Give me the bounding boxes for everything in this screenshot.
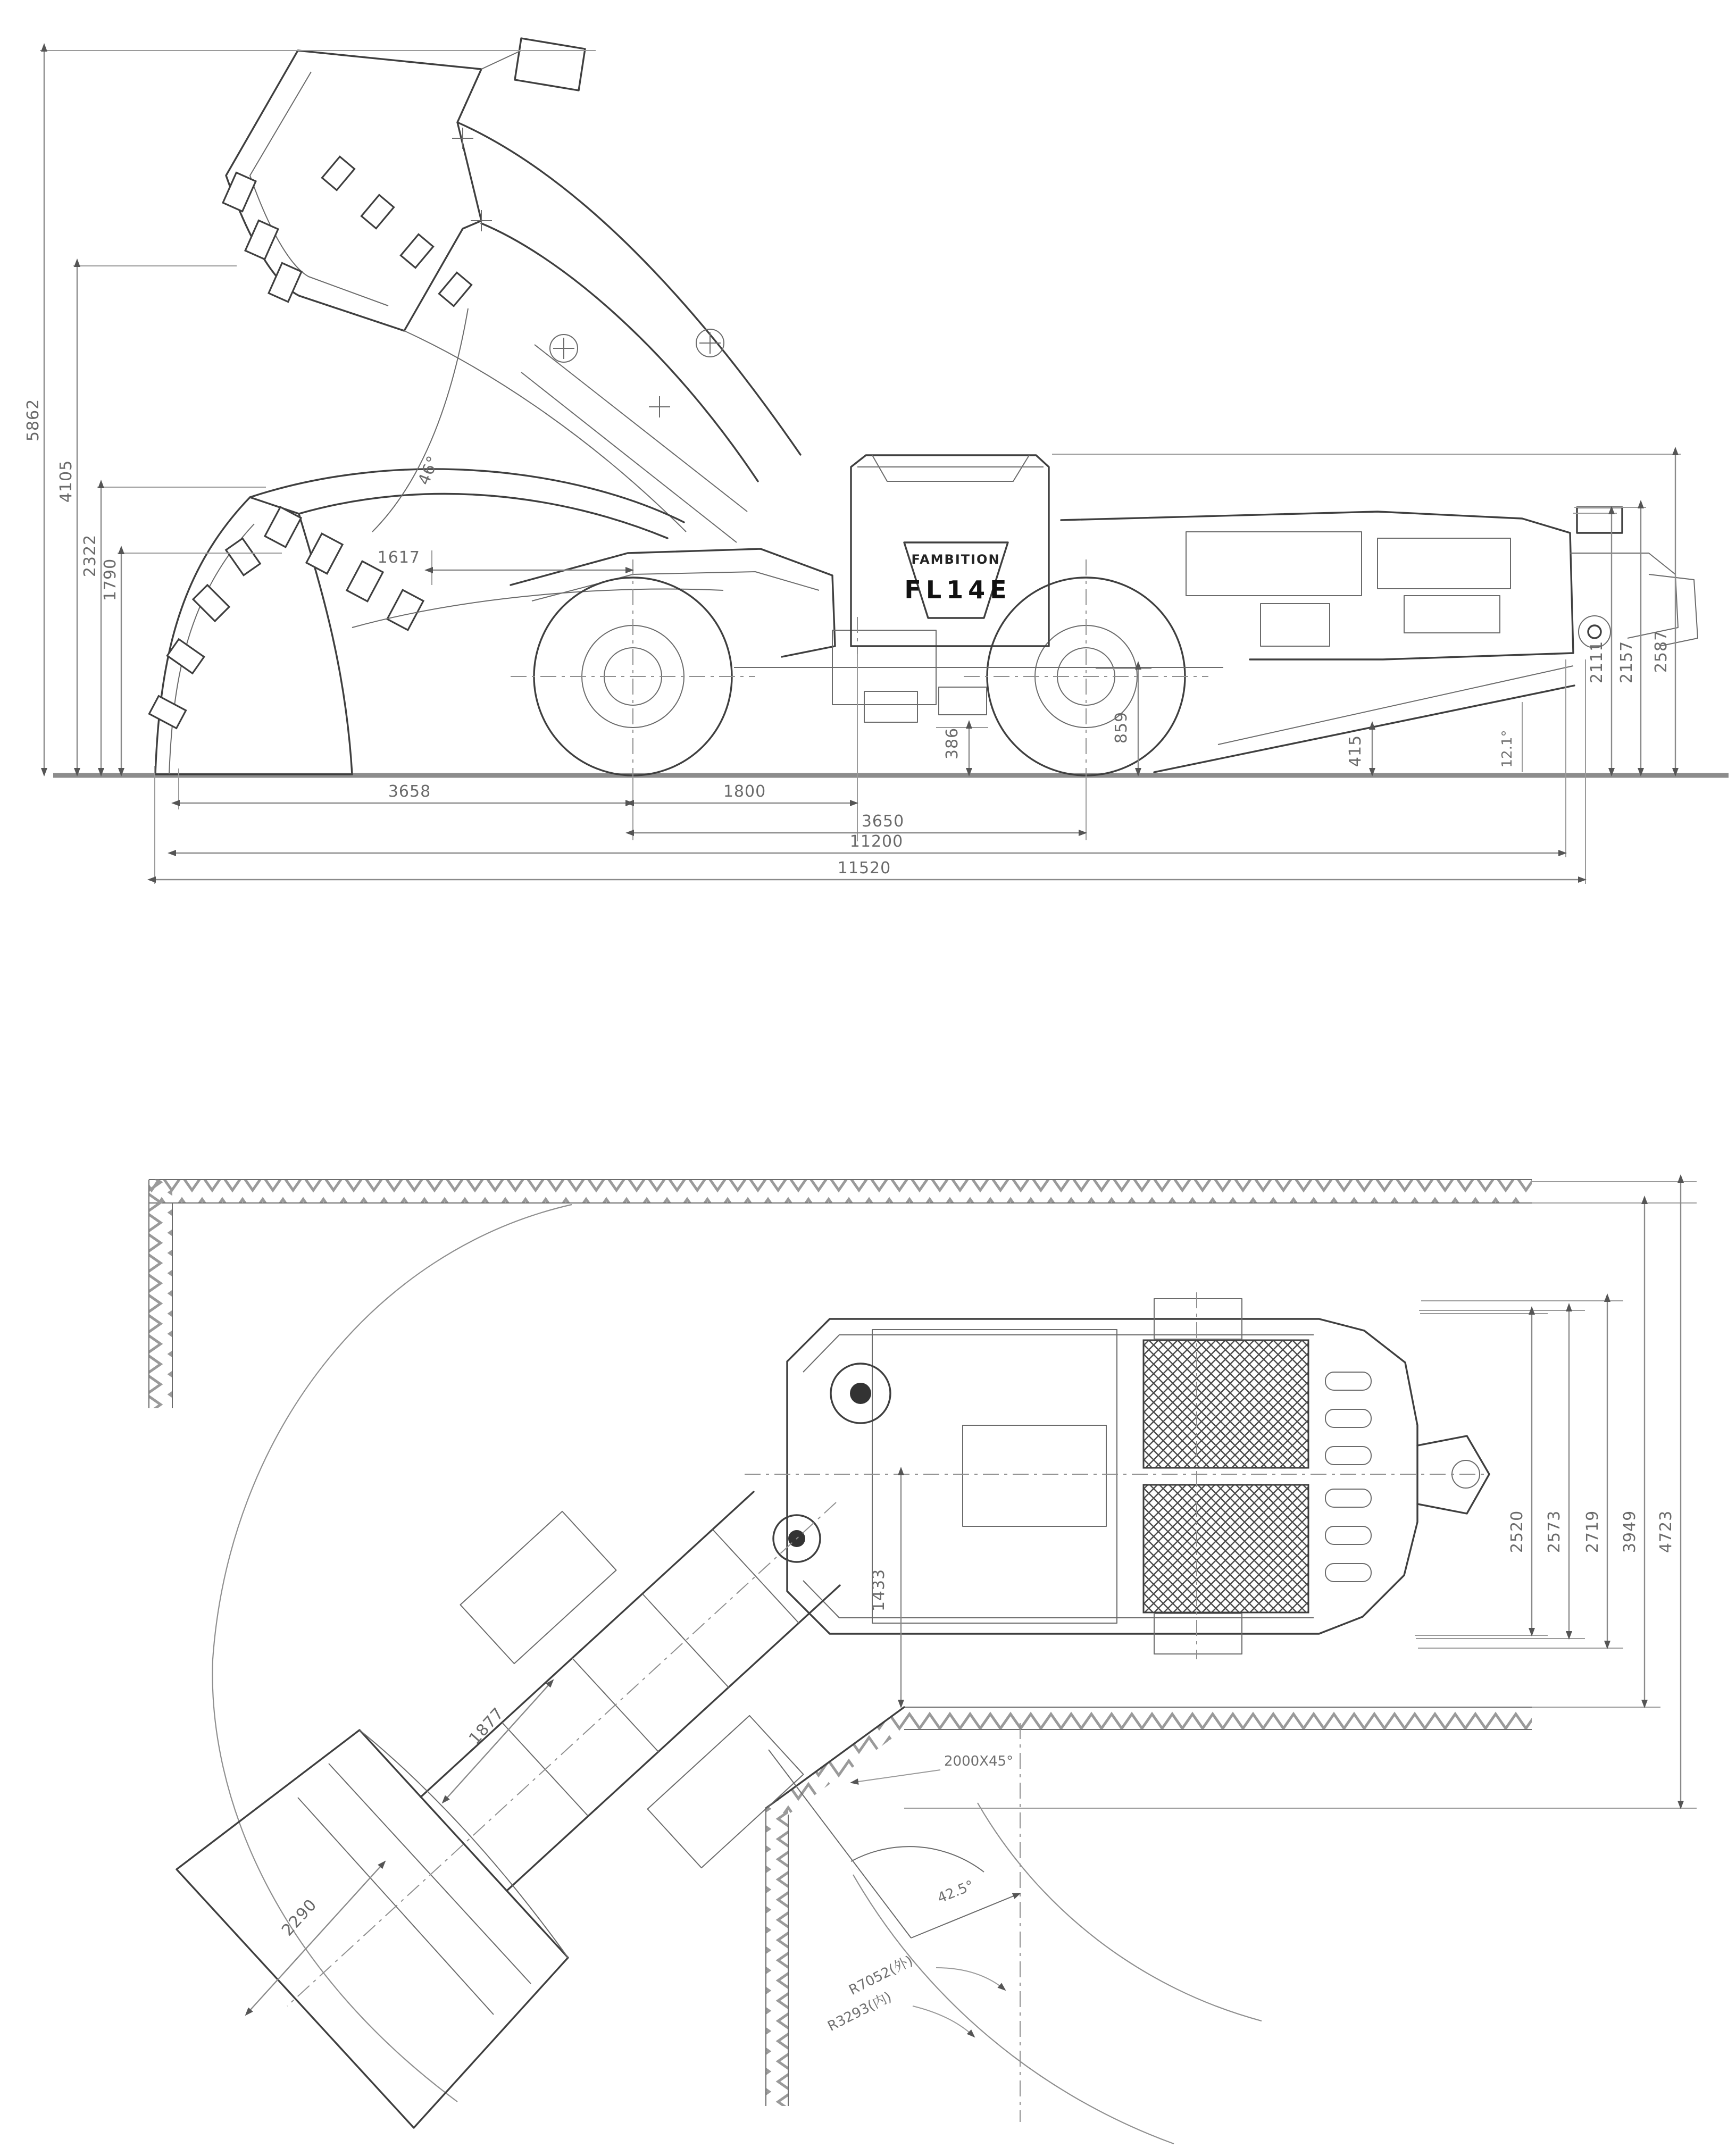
side-dimensions: [24, 51, 1681, 884]
rear-frame: [1061, 507, 1698, 772]
outer-wall-top-hatch: [149, 1180, 1532, 1203]
dim-drift-4723: 4723: [1657, 1510, 1675, 1553]
outer-turn-arc: [853, 1875, 1174, 2144]
grille-bottom: [1144, 1485, 1308, 1612]
dim-mid-1800: 1800: [723, 782, 766, 801]
dim-rear-859: 859: [1112, 711, 1131, 744]
bucket-plan: [177, 1730, 568, 2128]
dim-radius-outer: R7052(外): [846, 1952, 916, 1999]
dim-height-max: 5862: [24, 398, 43, 442]
dim-rear-415: 415: [1346, 734, 1365, 767]
dim-height-1790: 1790: [101, 558, 120, 601]
brand-text: FAMBITION: [911, 552, 1000, 567]
inner-wall-vert-hatch: [766, 1808, 788, 2106]
dim-rear-height-2111: 2111: [1588, 640, 1606, 684]
front-unit-plan: [177, 1492, 840, 2128]
inner-wall-hatch: [904, 1707, 1532, 1729]
turning-arcs: [853, 1803, 1262, 2144]
model-text: FL14E: [904, 575, 1012, 604]
lowered-bucket: [149, 469, 723, 774]
dim-articulation-angle: 42.5°: [935, 1877, 976, 1907]
dim-front-3658: 3658: [388, 782, 431, 801]
dim-clearance-1433: 1433: [870, 1568, 888, 1612]
dim-drift-3949: 3949: [1621, 1510, 1639, 1553]
dim-bucket-angle: 46°: [414, 453, 443, 488]
rear-unit-plan: [745, 1292, 1489, 1659]
dim-rear-height-2587: 2587: [1652, 630, 1671, 673]
dim-front-1617: 1617: [377, 548, 420, 567]
front-wheel: [511, 559, 755, 798]
dim-length-11520: 11520: [837, 859, 891, 878]
dim-wheelbase-3650: 3650: [861, 812, 905, 831]
dim-height-dump: 4105: [57, 459, 76, 503]
dim-bucket-1877: 1877: [465, 1704, 508, 1749]
dim-departure-angle: 12.1°: [1499, 730, 1515, 768]
dim-width-2520: 2520: [1508, 1510, 1526, 1553]
dim-rear-height-2157: 2157: [1617, 640, 1636, 684]
plan-dimensions: [250, 1182, 1697, 2122]
outer-wall-left-hatch: [149, 1180, 172, 1408]
dim-height-2322: 2322: [81, 534, 99, 578]
corner-note: 2000X45°: [944, 1753, 1014, 1769]
side-view: [24, 38, 1729, 884]
dim-clearance-386: 386: [943, 727, 962, 760]
grille-top: [1144, 1340, 1308, 1468]
raised-bucket: [223, 38, 800, 542]
front-frame: [511, 549, 835, 657]
front-wheel-top-plan: [460, 1511, 616, 1664]
plan-view: [149, 1180, 1697, 2144]
dim-length-11200: 11200: [849, 832, 904, 851]
dim-bucket-2290: 2290: [278, 1895, 321, 1940]
dim-radius-inner: R3293(内): [825, 1988, 895, 2035]
dim-width-2719: 2719: [1583, 1510, 1602, 1553]
cab-hopper: [851, 455, 1049, 646]
dim-width-2573: 2573: [1545, 1510, 1564, 1553]
